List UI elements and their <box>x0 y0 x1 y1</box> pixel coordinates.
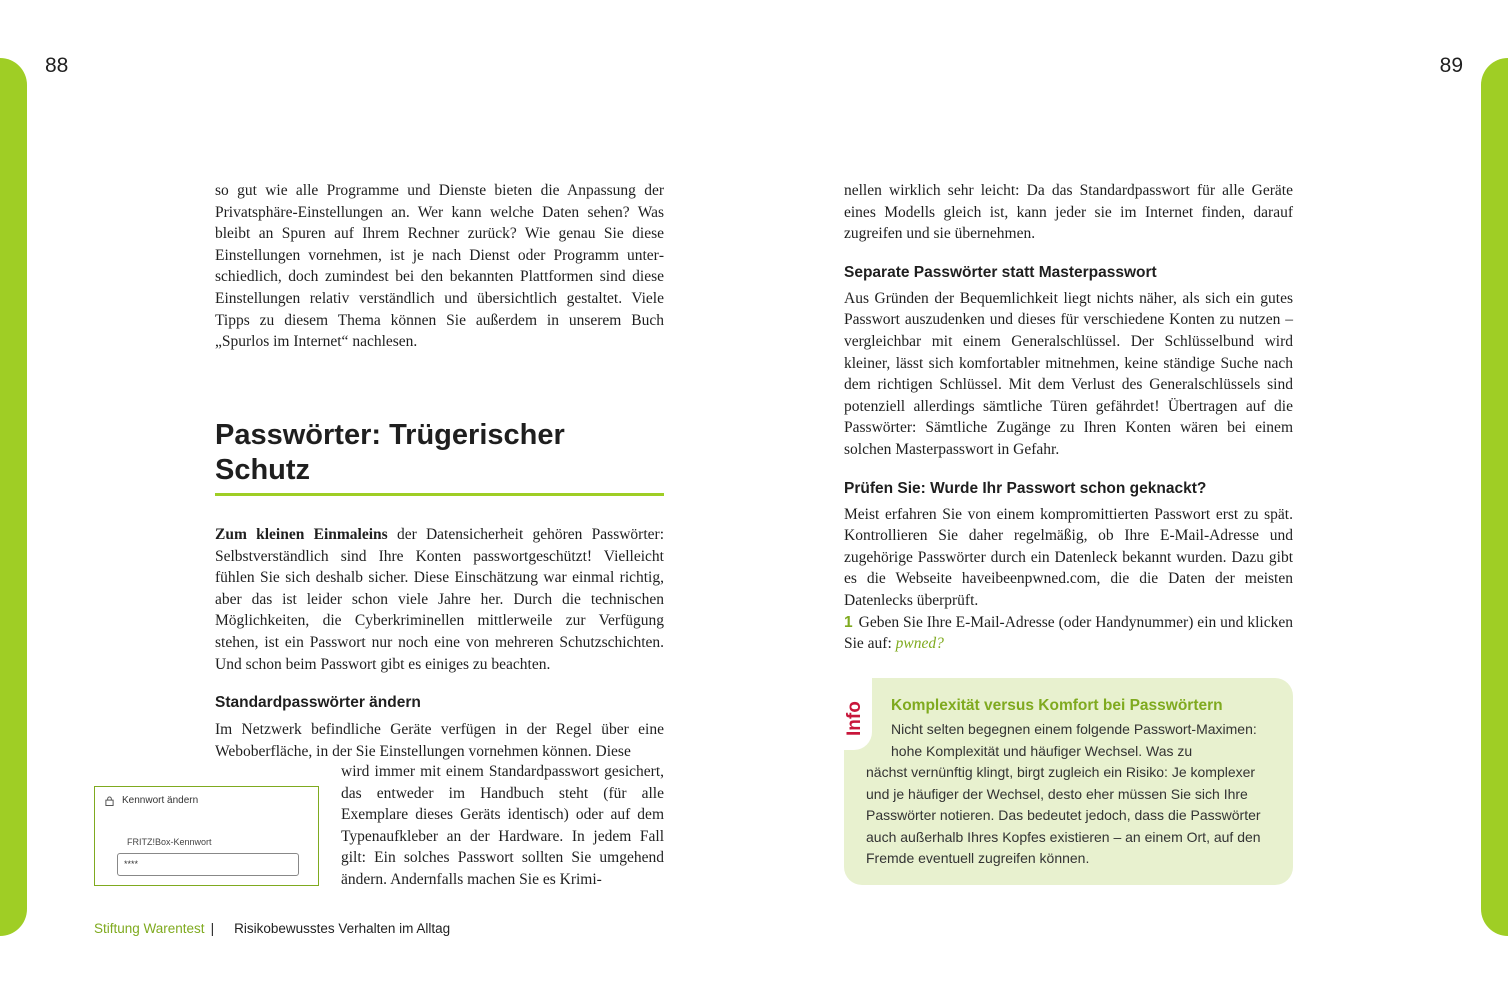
continued-paragraph: nellen wirklich sehr leicht: Da das Standardpasswort für alle Geräte eines Modells gleich ist, kann jeder sie im Internet finden, darauf zugreifen und sie übernehmen. <box>844 182 1293 243</box>
footer-brand: Stiftung Warentest <box>94 921 205 936</box>
standard-paragraph-full: Im Netzwerk befindliche Geräte verfügen in der Regel über eine Weboberfläche, in der Sie Einstellungen vornehmen können. Diese <box>215 721 664 760</box>
left-body-lead <box>215 524 664 675</box>
footer-chapter: Risikobewusstes Verhalten im Alltag <box>234 921 451 936</box>
page-number-right: 89 <box>1439 54 1463 77</box>
screenshot-title-text: Kennwort ändern <box>122 795 199 806</box>
lock-icon <box>105 796 114 806</box>
subheading-check: Prüfen Sie: Wurde Ihr Passwort schon geknackt? <box>844 479 1207 497</box>
info-title: Komplexität versus Komfort bei Passwörtern <box>891 697 1223 714</box>
password-field-label: FRITZ!Box-Kennwort <box>127 837 212 847</box>
step-text: Geben Sie Ihre E-Mail-Adresse (oder Handynummer) ein und klicken Sie auf: <box>844 613 1293 653</box>
intro-paragraph: so gut wie alle Programme und Dienste bieten die Anpassung der Privatsphäre-Einstellungen an. Wer kann welche Daten sehen? Was bleibt an Spuren auf Ihrem Rechner zurück? Wie genau Sie diese Einstellungen vornehmen, ist je nach Dienst oder Programm unterschiedlich, doch zumindest bei den bekannten Plattformen sind diese Einstellungen relativ verständlich und übersichtlich gestaltet. Viele Tipps zu diesem Thema können Sie außerdem in unserem Buch „Spurlos im Internet“ nachlesen. <box>215 182 664 351</box>
subheading-separate: Separate Passwörter statt Masterpasswort <box>844 263 1157 281</box>
page-number-left: 88 <box>45 54 69 77</box>
info-text <box>866 719 1271 870</box>
info-label: Info <box>844 701 865 736</box>
left-page-tab <box>0 58 27 936</box>
info-box <box>844 678 1293 885</box>
step-number: 1 <box>844 613 853 631</box>
lead-paragraph <box>215 524 664 675</box>
lead-rest: der Datensicherheit gehören Passwörter: Selbstverständlich sind Ihre Konten passwortgeschützt! Vielleicht fühlen Sie sich deshalb sicher. Diese Einschätzung war einmal richtig, aber das ist leider schon viele Jahre her. Durch die technischen Möglichkeiten, die Cyberkriminellen mittlerweile zur Verfügung stehen, ist ein Passwort nur noch eine von mehreren Schutzschichten. Und schon beim Passwort gibt es einiges zu beachten. <box>215 526 664 673</box>
screenshot-title <box>105 795 198 806</box>
wrap-text: wird immer mit einem Standardpasswort gesichert, das entweder im Handbuch steht (für alle Exemplare dieses Geräts identisch) oder auf dem Typenaufkleber an der Hardware. In jedem Fall gilt: Ein solches Passwort sollten Sie umgehend ändern. Andernfalls machen Sie es Krimi- <box>341 763 664 888</box>
step-1 <box>844 612 1293 655</box>
left-body-standard <box>215 692 664 762</box>
left-intro <box>215 180 664 353</box>
footer-separator: | <box>210 921 215 936</box>
check-paragraph: Meist erfahren Sie von einem kompromittierten Passwort erst zu spät. Kontrollieren Sie daher regelmäßig, ob Ihre E-Mail-Adresse und zugehörige Passwörter durch ein Datenleck bekannt wurden. Dazu gibt es die Webseite haveibeenpwned.com, die die Daten der meisten Datenlecks überprüft. <box>844 505 1293 609</box>
password-field[interactable]: **** <box>117 853 299 876</box>
subheading-standard: Standardpasswörter ändern <box>215 694 421 711</box>
router-screenshot <box>94 786 319 886</box>
separate-paragraph: Aus Gründen der Bequemlichkeit liegt nichts näher, als sich ein gutes Passwort auszudenken und dieses für verschiedene Konten zu nutzen – vergleichbar mit einem Generalschlüssel. Der Schlüsselbund wird kleiner, lässt sich komfortabler mitnehmen, keine ständige Suche nach dem richtigen Schlüssel. Mit dem Verlust des Generalschlüssels sind potenziell allerdings sämtliche Türen gefährdet! Übertragen auf die Passwörter: Sämtliche Zugänge zu Ihren Konten wären bei einem solchen Masterpasswort in Gefahr. <box>844 289 1293 458</box>
pwned-link[interactable]: pwned? <box>895 635 944 653</box>
info-text-first: Nicht selten begegnen einem folgende Passwort-Maximen: hohe Komplexität und häufiger Wechsel. Was zu <box>891 721 1257 759</box>
lead-bold: Zum kleinen Einmaleins <box>215 526 388 543</box>
section-heading: Passwörter: Trügerischer Schutz <box>215 418 664 496</box>
info-text-rest: nächst vernünftig klingt, birgt zugleich ein Risiko: Je komplexer und je häufiger der Wechsel, desto eher müssen Sie sich Ihre Passwörter notieren. Das bedeutet jedoch, dass die Passwörter auch außerhalb Ihres Kopfes existieren – an einem Ort, auf den Fremde eventuell zugreifen können. <box>866 764 1261 866</box>
footer <box>94 921 450 936</box>
standard-paragraph-wrap <box>341 761 664 891</box>
right-column <box>844 180 1293 655</box>
right-page-tab <box>1481 58 1508 936</box>
